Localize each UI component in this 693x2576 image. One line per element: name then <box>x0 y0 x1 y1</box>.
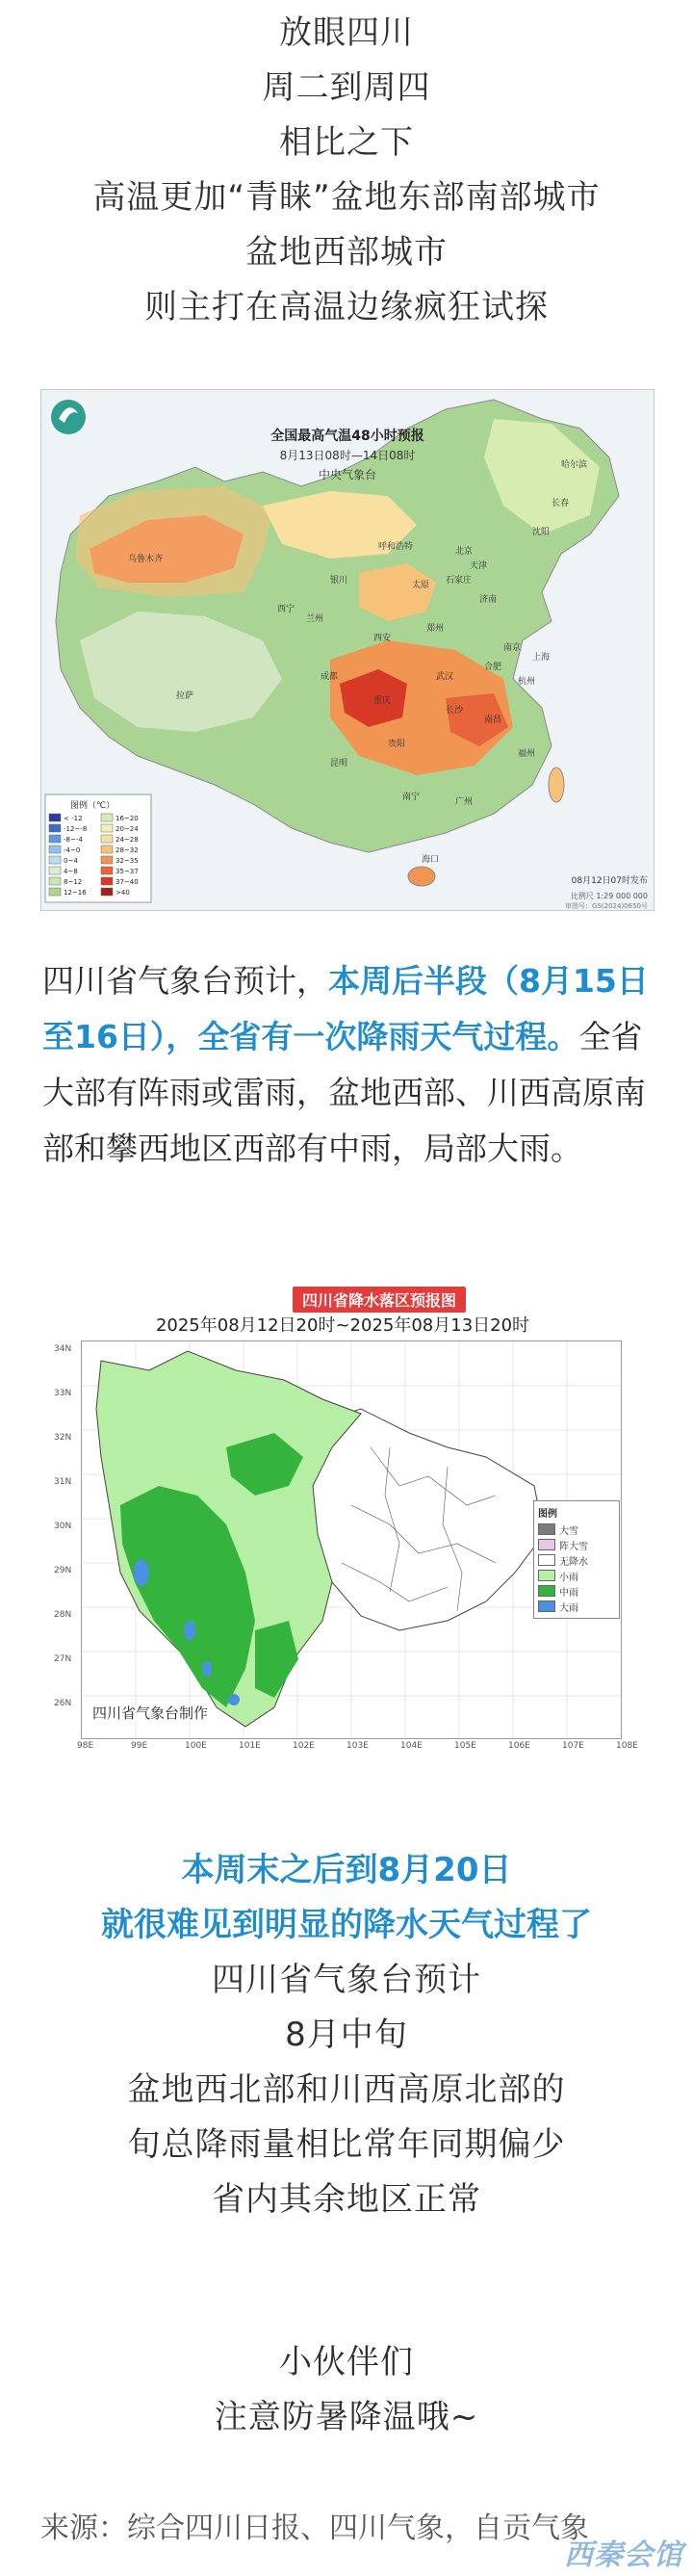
temp-legend-swatch <box>101 835 113 843</box>
highlight-line: 就很难见到明显的降水天气过程了 <box>101 1906 592 1944</box>
temp-legend-swatch <box>101 814 113 821</box>
latitude-tick: 26N <box>54 1699 72 1708</box>
longitude-tick: 100E <box>185 1741 207 1751</box>
city-label: 郑州 <box>426 624 445 634</box>
forecast-line: 盆地西北部和川西高原北部的 <box>127 2070 566 2109</box>
temp-legend-label: 32~35 <box>116 857 139 865</box>
rain-legend-swatch <box>538 1554 555 1566</box>
intro-line: 相比之下 <box>279 123 414 162</box>
temp-legend-swatch <box>49 877 61 885</box>
forecast-lines-block <box>0 1953 693 2227</box>
intro-line: 盆地西部城市 <box>245 233 448 272</box>
closing-line: 注意防暑降温哦~ <box>214 2398 479 2436</box>
city-label: 兰州 <box>306 614 324 624</box>
forecast-line: 四川省气象台预计 <box>212 1961 481 1999</box>
longitude-tick: 101E <box>239 1741 261 1751</box>
closing-block <box>0 2335 693 2445</box>
temp-legend-swatch <box>101 824 113 832</box>
city-label: 广州 <box>455 797 474 807</box>
temp-legend-label: 20~24 <box>116 825 139 833</box>
temp-legend-swatch <box>49 856 61 864</box>
heavy-rain-spot <box>134 1559 149 1586</box>
temp-legend-title: 图例（℃） <box>70 801 116 811</box>
temp-legend-label: -4~0 <box>64 846 81 854</box>
city-label: 拉萨 <box>176 691 194 701</box>
temp-legend-swatch <box>49 867 61 874</box>
rain-legend-row <box>538 1583 615 1599</box>
forecast-line: 旬总降雨量相比常年同期偏少 <box>127 2125 566 2164</box>
temp-map-agency: 中央气象台 <box>318 468 377 481</box>
city-label: 太原 <box>412 581 430 590</box>
latitude-tick: 34N <box>54 1344 72 1354</box>
temp-legend-swatch <box>101 877 113 885</box>
heavy-rain-spot <box>228 1694 240 1705</box>
rain-map-badge: 四川省降水落区预报图 <box>293 1287 466 1313</box>
closing-line: 小伙伴们 <box>279 2343 414 2381</box>
temp-legend-swatch <box>49 846 61 853</box>
city-label: 昆明 <box>330 759 348 768</box>
rain-legend-swatch <box>538 1600 555 1612</box>
taiwan-island <box>549 768 564 802</box>
temp-legend-swatch <box>101 856 113 864</box>
highlight-line: 本周末之后到8月20日 <box>181 1851 512 1889</box>
city-label: 合肥 <box>484 663 502 672</box>
temp-legend <box>45 794 151 902</box>
forecast-line: 8月中旬 <box>285 2016 408 2054</box>
temp-legend-label: 12~16 <box>64 889 87 897</box>
rain-legend-row <box>538 1522 615 1537</box>
city-label: 石家庄 <box>446 576 473 585</box>
temp-map-number: 审图号：GS(2024)0650号 <box>565 902 648 910</box>
temp-legend-swatch <box>49 814 61 821</box>
temp-legend-label: 37~40 <box>116 878 139 886</box>
intro-block <box>0 0 693 335</box>
longitude-tick: 99E <box>131 1741 148 1751</box>
temp-legend-label: -8~-4 <box>64 836 83 844</box>
temp-map-period: 8月13日08时—14日08时 <box>279 449 416 462</box>
temp-legend-label: < -12 <box>64 815 83 822</box>
city-label: 武汉 <box>436 672 454 682</box>
city-label: 银川 <box>330 576 348 585</box>
city-label: 海口 <box>422 855 440 865</box>
rain-legend-label: 无降水 <box>559 1556 588 1568</box>
city-label: 天津 <box>470 561 488 571</box>
temp-legend-label: 0~4 <box>64 857 78 865</box>
rain-map-subtitle: 2025年08月12日20时~2025年08月13日20时 <box>155 1315 530 1336</box>
city-label: 呼和浩特 <box>378 542 414 552</box>
city-label: 西宁 <box>277 605 295 614</box>
city-label: 沈阳 <box>532 528 551 537</box>
paragraph-highlight: 本周后半段（8月15日至16日），全省有一次降雨天气过程。 <box>42 962 649 1055</box>
city-label: 西安 <box>373 634 392 643</box>
temperature-forecast-map <box>40 389 654 911</box>
temp-legend-label: 24~28 <box>116 836 139 844</box>
latitude-tick: 30N <box>54 1522 72 1531</box>
intro-line: 高温更加“青睐”盆地东部南部城市 <box>92 178 601 217</box>
rain-legend-label: 中雨 <box>559 1587 578 1599</box>
temp-legend-label: -12~-8 <box>64 825 88 833</box>
temp-legend-swatch <box>49 835 61 843</box>
rainfall-forecast-map <box>42 1287 643 1758</box>
watermark-logo: 西秦会馆 <box>564 2538 683 2572</box>
rain-legend-label: 大雨 <box>559 1602 578 1614</box>
temp-legend-swatch <box>49 888 61 896</box>
city-label: 重庆 <box>373 696 392 706</box>
rain-legend-swatch <box>538 1585 555 1597</box>
rain-legend-row <box>538 1568 615 1583</box>
rain-legend-row <box>538 1537 615 1552</box>
longitude-tick: 106E <box>508 1741 530 1751</box>
temp-map-release: 08月12日07时发布 <box>571 876 648 886</box>
city-label: 福州 <box>518 749 536 759</box>
longitude-tick: 104E <box>400 1741 423 1751</box>
city-label: 杭州 <box>518 677 536 687</box>
latitude-tick: 27N <box>54 1654 72 1664</box>
city-label: 长春 <box>552 499 570 508</box>
city-label: 成都 <box>321 672 339 682</box>
longitude-tick: 103E <box>346 1741 369 1751</box>
temp-map-title: 全国最高气温48小时预报 <box>270 429 424 444</box>
city-label: 上海 <box>532 653 551 663</box>
heavy-rain-spot <box>202 1661 212 1677</box>
sichuan-east-no-rain <box>303 1409 544 1630</box>
hainan-island <box>408 867 435 886</box>
forecast-line: 省内其余地区正常 <box>212 2180 481 2219</box>
rain-legend-swatch <box>538 1523 555 1535</box>
temp-legend-swatch <box>101 867 113 874</box>
longitude-tick: 107E <box>562 1741 584 1751</box>
city-label: 南宁 <box>402 793 421 802</box>
temp-legend-label: >40 <box>116 889 130 897</box>
rain-legend-label: 阵大雪 <box>559 1541 588 1552</box>
temp-legend-label: 28~32 <box>116 846 139 854</box>
city-label: 南昌 <box>484 716 502 725</box>
temp-legend-label: 35~37 <box>116 868 139 875</box>
rain-legend-swatch <box>538 1539 555 1550</box>
longitude-tick: 105E <box>454 1741 476 1751</box>
rain-legend-swatch <box>538 1570 555 1581</box>
rain-legend-label: 大雪 <box>559 1525 578 1537</box>
city-label: 哈尔滨 <box>561 460 588 470</box>
city-label: 北京 <box>455 547 474 557</box>
heavy-rain-spot <box>184 1621 195 1640</box>
latitude-tick: 31N <box>54 1477 72 1487</box>
latitude-tick: 28N <box>54 1610 72 1620</box>
rain-legend-title: 图例 <box>538 1509 557 1520</box>
temp-legend-swatch <box>101 846 113 853</box>
rain-map-credit: 四川省气象台制作 <box>92 1704 209 1722</box>
intro-line: 则主打在高温边缘疯狂试探 <box>144 288 549 326</box>
city-label: 南京 <box>503 643 522 653</box>
highlight-block <box>0 1843 693 1953</box>
temp-legend-label: 4~8 <box>64 868 78 875</box>
intro-line: 放眼四川 <box>279 13 414 52</box>
forecast-paragraph <box>42 953 654 1177</box>
temp-legend-label: 16~20 <box>116 815 139 822</box>
intro-line: 周二到周四 <box>262 68 431 107</box>
temp-legend-label: 8~12 <box>64 878 83 886</box>
paragraph-prefix: 四川省气象台预计， <box>42 962 328 1000</box>
temp-map-scale: 比例尺 1:29 000 000 <box>570 892 648 900</box>
rain-legend-row <box>538 1552 615 1568</box>
paragraph-rest: 全省大部有阵雨或雷雨，盆地西部、川西高原南部和攀西地区西部有中雨，局部大雨。 <box>42 1018 646 1167</box>
rain-legend-row <box>538 1599 615 1614</box>
city-label: 乌鲁木齐 <box>128 555 164 564</box>
longitude-tick: 108E <box>616 1741 638 1751</box>
temperature-map-svg <box>41 390 654 910</box>
rain-legend-label: 小雨 <box>559 1572 578 1583</box>
city-label: 济南 <box>479 595 498 605</box>
latitude-tick: 29N <box>54 1566 72 1575</box>
source-credit: 来源：综合四川日报、四川气象，自贡气象 <box>40 2511 589 2545</box>
latitude-tick: 32N <box>54 1433 72 1443</box>
city-label: 贵阳 <box>388 740 406 749</box>
latitude-tick: 33N <box>54 1389 72 1398</box>
city-label: 长沙 <box>446 706 464 716</box>
rain-legend <box>533 1500 620 1619</box>
cma-logo <box>51 400 86 434</box>
longitude-tick: 102E <box>293 1741 315 1751</box>
longitude-tick: 98E <box>77 1741 94 1751</box>
temp-legend-swatch <box>101 888 113 896</box>
temp-legend-swatch <box>49 824 61 832</box>
